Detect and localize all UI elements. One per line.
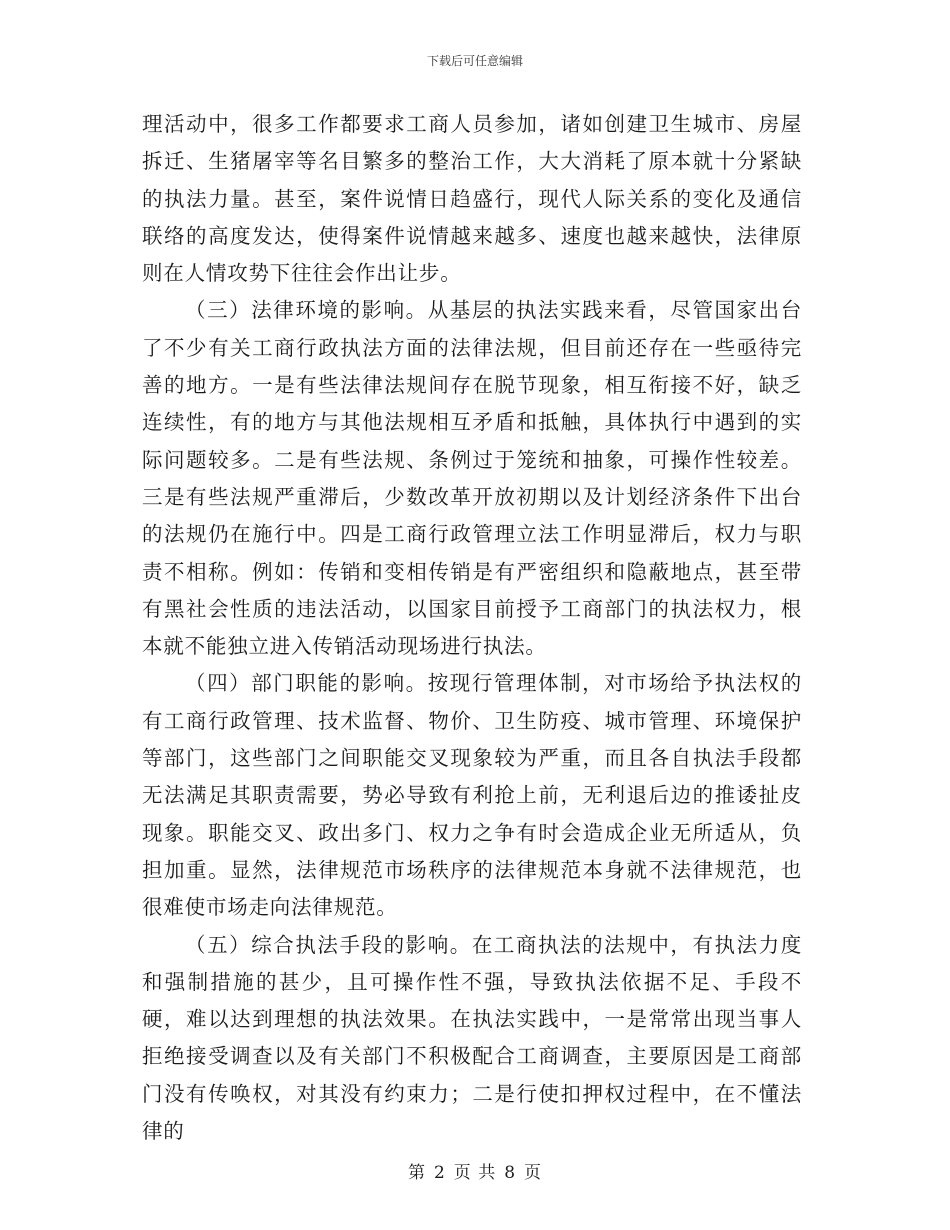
paragraph-legal-environment: （三）法律环境的影响。从基层的执法实践来看，尽管国家出台了不少有关工商行政执法方面的法律法规，但目前还存在一些亟待完善的地方。一是有些法律法规间存在脱节现象，相互衔接不好，缺乏连续性，有的地方与其他法规相互矛盾和抵触，具体执行中遇到的实际问题较多。二是有些法规、条例过于笼统和抽象，可操作性较差。三是有些法规严重滞后，少数改革开放初期以及计划经济条件下出台的法规仍在施行中。四是工商行政管理立法工作明显滞后，权力与职责不相称。例如：传销和变相传销是有严密组织和隐蔽地点，甚至带有黑社会性质的违法活动，以国家目前授予工商部门的执法权力，根本就不能独立进入传销活动现场进行执法。 [142, 298, 802, 659]
header-note: 下载后可任意编辑 [426, 54, 523, 68]
paragraph-continued: 理活动中，很多工作都要求工商人员参加，诸如创建卫生城市、房屋拆迁、生猪屠宰等名目繁多的整治工作，大大消耗了原本就十分紧缺的执法力量。甚至，案件说情日趋盛行，现代人际关系的变化及通信联络的高度发达，使得案件说情越来越多、速度也越来越快，法律原则在人情攻势下往往会作出让步。 [142, 112, 802, 286]
footer-suffix: 页 [524, 1163, 543, 1183]
footer-prefix: 第 [407, 1163, 426, 1183]
paragraph-enforcement-means: （五）综合执法手段的影响。在工商执法的法规中，有执法力度和强制措施的甚少，且可操作性不强，导致执法依据不足、手段不硬，难以达到理想的执法效果。在执法实践中，一是常常出现当事人拒绝接受调查以及有关部门不积极配合工商调查，主要原因是工商部门没有传唤权，对其没有约束力；二是行使扣押权过程中，在不懂法律的 [142, 932, 802, 1144]
paragraph-department-functions: （四）部门职能的影响。按现行管理体制，对市场给予执法权的有工商行政管理、技术监督、物价、卫生防疫、城市管理、环境保护等部门，这些部门之间职能交叉现象较为严重，而且各自执法手段都无法满足其职责需要，势必导致有利抢上前，无利退后边的推诿扯皮现象。职能交叉、政出多门、权力之争有时会造成企业无所适从，负担加重。显然，法律规范市场秩序的法律规范本身就不法律规范，也很难使市场走向法律规范。 [142, 671, 802, 920]
document-body [142, 106, 802, 1150]
total-pages-number: 8 [504, 1163, 517, 1183]
page-number-footer [0, 1158, 950, 1183]
footer-middle: 页 共 [453, 1163, 497, 1183]
current-page-number: 2 [433, 1163, 446, 1183]
